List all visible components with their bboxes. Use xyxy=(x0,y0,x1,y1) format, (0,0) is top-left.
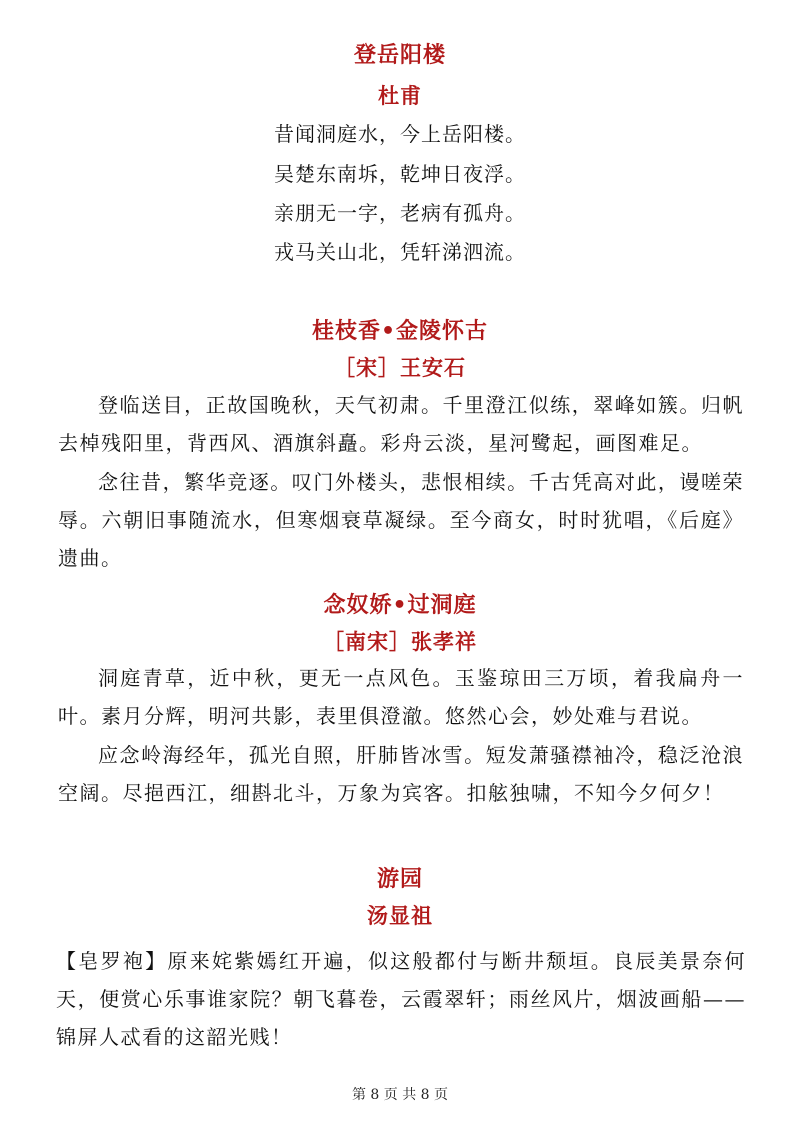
poem-author: 杜甫 xyxy=(378,84,422,108)
poem-title: 游园 xyxy=(376,867,423,892)
poem-line: 昔闻洞庭水，今上岳阳楼。 xyxy=(274,122,526,146)
poem-title: 桂枝香•金陵怀古 xyxy=(311,319,489,344)
poem-paragraph: 应念岭海经年，孤光自照，肝肺皆冰雪。短发萧骚襟袖冷，稳泛沧浪空阔。尽挹西江，细斟北斗，万象为宾客。扣舷独啸，不知今夕何夕！ xyxy=(58,743,744,805)
poem-paragraph: 登临送目，正故国晚秋，天气初肃。千里澄江似练，翠峰如簇。归帆去棹残阳里，背西风、酒旗斜矗。彩舟云淡，星河鹭起，画图难足。 xyxy=(58,393,744,455)
poem-title: 登岳阳楼 xyxy=(353,43,446,68)
poem-line: 吴楚东南坼，乾坤日夜浮。 xyxy=(274,162,526,186)
poem-line: 戎马关山北，凭轩涕泗流。 xyxy=(274,240,526,264)
poem-paragraph: 念往昔，繁华竞逐。叹门外楼头，悲恨相续。千古凭高对此，谩嗟荣辱。六朝旧事随流水，但寒烟衰草凝绿。至今商女，时时犹唱，《后庭》遗曲。 xyxy=(58,470,744,570)
poem-author: ［宋］王安石 xyxy=(334,356,466,380)
poem-line: 亲朋无一字，老病有孤舟。 xyxy=(274,201,526,225)
poem-title: 念奴娇•过洞庭 xyxy=(323,593,477,618)
poem-paragraph: 洞庭青草，近中秋，更无一点风色。玉鉴琼田三万顷，着我扁舟一叶。素月分辉，明河共影，表里俱澄澈。悠然心会，妙处难与君说。 xyxy=(58,666,744,728)
poem-author: ［南宋］张孝祥 xyxy=(323,630,477,654)
poem-author: 汤显祖 xyxy=(367,904,433,928)
page-number: 第 8 页 共 8 页 xyxy=(351,1087,449,1103)
poem-paragraph: 【皂罗袍】原来姹紫嫣红开遍，似这般都付与断井颓垣。良辰美景奈何天，便赏心乐事谁家院？朝飞暮卷，云霞翠轩；雨丝风片，烟波画船——锦屏人忒看的这韶光贱！ xyxy=(56,949,746,1049)
